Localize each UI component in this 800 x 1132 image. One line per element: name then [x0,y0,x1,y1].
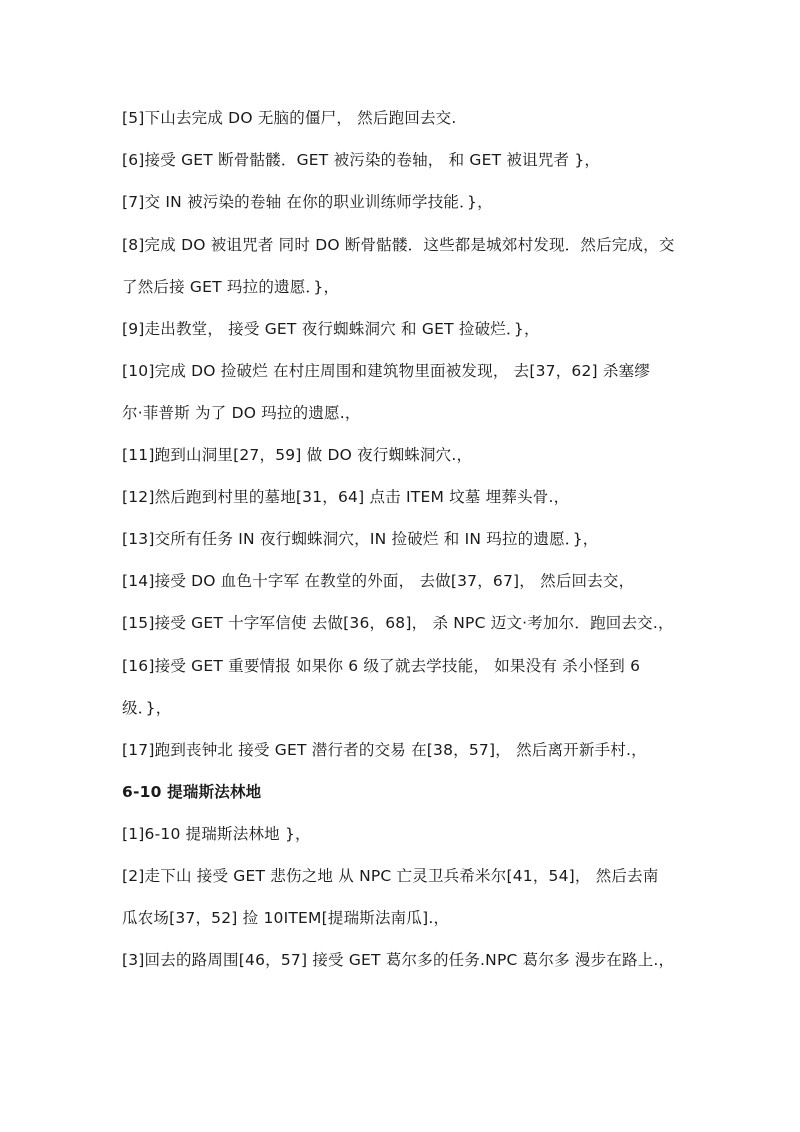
text-line: [11]跑到山洞里[27，59] 做 DO 夜行蜘蛛洞穴.， [122,446,473,464]
text-line: [17]跑到丧钟北 接受 GET 潜行者的交易 在[38，57]， 然后离开新手村.， [122,741,647,759]
section-heading: 6-10 提瑞斯法林地 [122,783,262,801]
text-line: [12]然后跑到村里的墓地[31，64] 点击 ITEM 坟墓 埋葬头骨.， [122,488,570,506]
text-line: [6]接受 GET 断骨骷髅．GET 被污染的卷轴， 和 GET 被诅咒者 }， [122,151,601,169]
text-line: [8]完成 DO 被诅咒者 同时 DO 断骨骷髅．这些都是城郊村发现．然后完成，交 [122,236,675,254]
text-line: [14]接受 DO 血色十字军 在教堂的外面， 去做[37，67]， 然后回去交， [122,572,635,590]
text-line: [2]走下山 接受 GET 悲伤之地 从 NPC 亡灵卫兵希米尔[41，54]， 然后去南 [122,867,659,885]
text-line: 瓜农场[37，52] 捡 10ITEM[提瑞斯法南瓜].， [122,909,450,927]
text-line: [13]交所有任务 IN 夜行蜘蛛洞穴，IN 捡破烂 和 IN 玛拉的遗愿．}， [122,530,599,548]
text-line: [1]6-10 提瑞斯法林地 }， [122,825,311,843]
text-line: [9]走出教堂， 接受 GET 夜行蜘蛛洞穴 和 GET 捡破烂．}， [122,320,540,338]
text-line: [15]接受 GET 十字军信使 去做[36，68]， 杀 NPC 迈文·考加尔．跑回去交.， [122,614,674,632]
text-line: 级．}， [122,699,172,717]
text-line: 了然后接 GET 玛拉的遗愿．}， [122,278,340,296]
text-line: 尔·菲普斯 为了 DO 玛拉的遗愿.， [122,404,361,422]
text-line: [3]回去的路周围[46，57] 接受 GET 葛尔多的任务.NPC 葛尔多 漫步在路上.， [122,951,675,969]
text-line: [5]下山去完成 DO 无脑的僵尸， 然后跑回去交. [122,109,457,127]
text-line: [16]接受 GET 重要情报 如果你 6 级了就去学技能， 如果没有 杀小怪到 6 [122,657,641,675]
text-line: [10]完成 DO 捡破烂 在村庄周围和建筑物里面被发现， 去[37，62] 杀塞缪 [122,362,651,380]
text-line: [7]交 IN 被污染的卷轴 在你的职业训练师学技能．}， [122,193,493,211]
